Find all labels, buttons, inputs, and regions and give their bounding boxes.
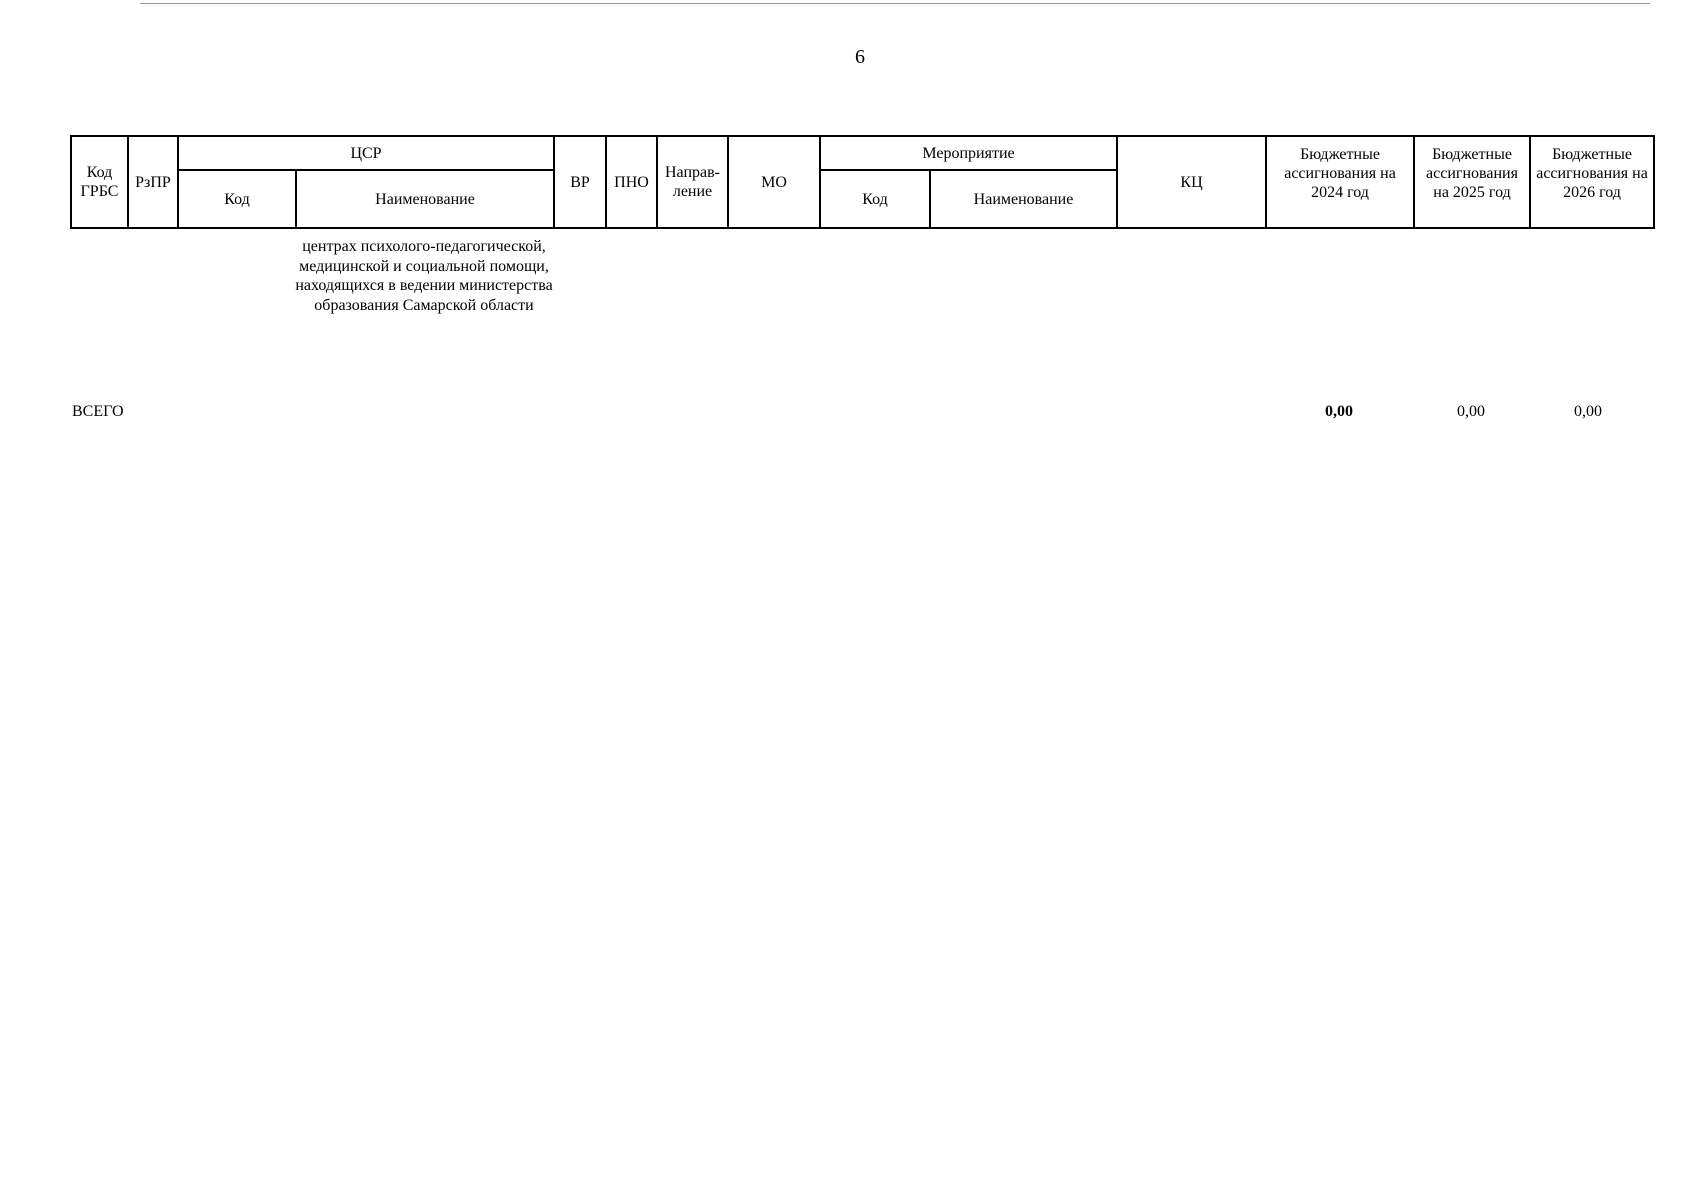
header-budget-2024: Бюджетные ассигнования на 2024 год bbox=[1266, 136, 1414, 228]
top-rule bbox=[140, 3, 1650, 4]
header-grbs: Код ГРБС bbox=[71, 136, 128, 228]
header-mo: МО bbox=[728, 136, 820, 228]
header-csr: ЦСР bbox=[178, 136, 554, 170]
header-direction: Направ-ление bbox=[657, 136, 728, 228]
header-event-code: Код bbox=[820, 170, 930, 228]
total-2024-value: 0,00 bbox=[1325, 403, 1353, 420]
header-kc: КЦ bbox=[1117, 136, 1266, 228]
total-label: ВСЕГО bbox=[72, 403, 124, 420]
header-event: Мероприятие bbox=[820, 136, 1117, 170]
budget-table-header bbox=[70, 135, 1655, 229]
header-event-name: Наименование bbox=[930, 170, 1117, 228]
header-rzpr: РзПР bbox=[128, 136, 178, 228]
header-csr-code: Код bbox=[178, 170, 296, 228]
header-csr-name: Наименование bbox=[296, 170, 554, 228]
header-budget-2025: Бюджетные ассигнования на 2025 год bbox=[1414, 136, 1530, 228]
header-pno: ПНО bbox=[606, 136, 657, 228]
csr-name-continuation: центрах психолого-педагогической, медицинской и социальной помощи, находящихся в ведении министерства образования Самарской области bbox=[295, 238, 553, 314]
page-number: 6 bbox=[855, 46, 865, 68]
total-2026-value: 0,00 bbox=[1574, 403, 1602, 420]
total-2025-value: 0,00 bbox=[1457, 403, 1485, 420]
header-vr: ВР bbox=[554, 136, 606, 228]
header-budget-2026: Бюджетные ассигнования на 2026 год bbox=[1530, 136, 1654, 228]
